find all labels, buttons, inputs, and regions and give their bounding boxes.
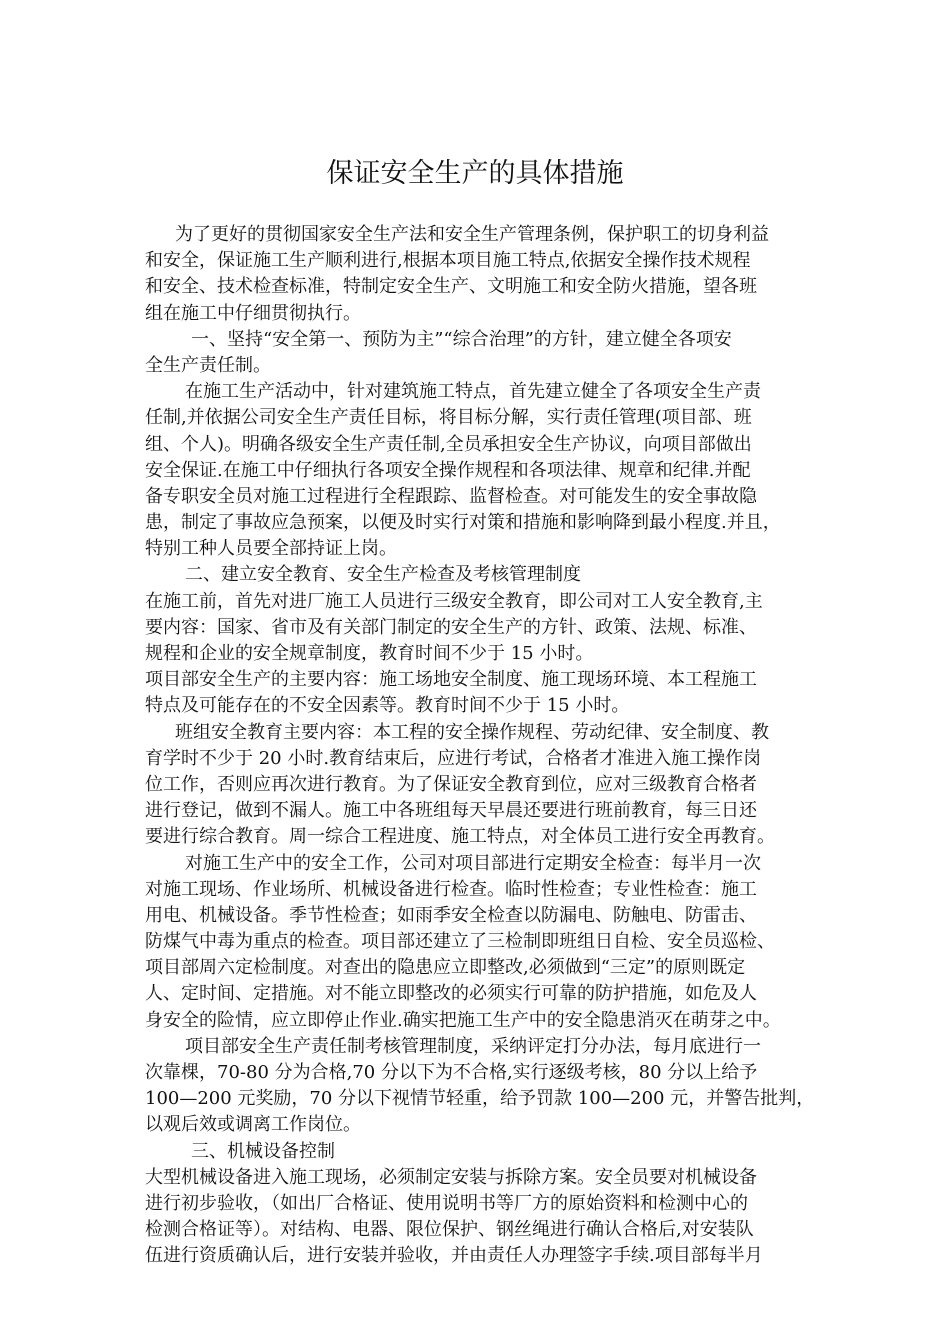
body-line: 育学时不少于 20 小时.教育结束后，应进行考试，合格者才准进入施工操作岗 [145, 747, 762, 769]
body-line: 项目部安全生产的主要内容：施工场地安全制度、施工现场环境、本工程施工 [145, 669, 757, 691]
body-line: 备专职安全员对施工过程进行全程跟踪、监督检查。对可能发生的安全事故隐 [145, 485, 757, 507]
body-line: 规程和企业的安全规章制度，教育时间不少于 15 小时。 [145, 643, 594, 664]
body-line: 二、建立安全教育、安全生产检查及考核管理制度 [185, 564, 581, 586]
body-line: 进行登记，做到不漏人。施工中各班组每天早晨还要进行班前教育，每三日还 [145, 800, 757, 822]
body-line: 身安全的险情，应立即停止作业.确实把施工生产中的安全隐患消灭在萌芽之中。 [145, 1009, 781, 1031]
body-line: 一、坚持“安全第一、预防为主”“综合治理”的方针，建立健全各项安 [191, 328, 732, 350]
body-line: 和安全，保证施工生产顺利进行,根据本项目施工特点,依据安全操作技术规程 [145, 250, 751, 272]
body-line: 防煤气中毒为重点的检查。项目部还建立了三检制即班组日自检、安全员巡检、 [145, 931, 775, 953]
body-line: 对施工生产中的安全工作，公司对项目部进行定期安全检查：每半月一次 [185, 852, 761, 874]
body-line: 大型机械设备进入施工现场，必须制定安装与拆除方案。安全员要对机械设备 [145, 1166, 757, 1188]
body-line: 三、机械设备控制 [191, 1140, 335, 1162]
body-line: 为了更好的贯彻国家安全生产法和安全生产管理条例，保护职工的切身利益 [175, 224, 769, 245]
body-line: 进行初步验收，（如出厂合格证、使用说明书等厂方的原始资料和检测中心的 [145, 1192, 748, 1214]
body-line: 全生产责任制。 [145, 354, 271, 376]
body-line: 人、定时间、定措施。对不能立即整改的必须实行可靠的防护措施，如危及人 [145, 983, 757, 1005]
body-line: 伍进行资质确认后，进行安装并验收，并由责任人办理签字手续.项目部每半月 [145, 1245, 763, 1267]
body-line: 班组安全教育主要内容：本工程的安全操作规程、劳动纪律、安全制度、教 [175, 721, 769, 743]
body-line: 任制,并依据公司安全生产责任目标，将目标分解，实行责任管理(项目部、班 [145, 407, 752, 429]
body-line: 特点及可能存在的不安全因素等。教育时间不少于 15 小时。 [145, 695, 630, 717]
body-line: 在施工前，首先对进厂施工人员进行三级安全教育，即公司对工人安全教育,主 [145, 590, 763, 612]
body-line: 特别工种人员要全部持证上岗。 [145, 538, 397, 560]
body-line: 对施工现场、作业场所、机械设备进行检查。临时性检查；专业性检查：施工 [145, 878, 757, 900]
body-line: 要内容：国家、省市及有关部门制定的安全生产的方针、政策、法规、标准、 [145, 616, 757, 638]
body-line: 和安全、技术检查标准，特制定安全生产、文明施工和安全防火措施，望各班 [145, 276, 757, 298]
body-line: 项目部安全生产责任制考核管理制度，采纳评定打分办法，每月底进行一 [185, 1035, 761, 1057]
body-line: 要进行综合教育。周一综合工程进度、施工特点，对全体员工进行安全再教育。 [145, 826, 775, 848]
body-line: 用电、机械设备。季节性检查；如雨季安全检查以防漏电、防触电、防雷击、 [145, 904, 757, 926]
body-line: 以观后效或调离工作岗位。 [145, 1114, 361, 1136]
body-line: 位工作，否则应再次进行教育。为了保证安全教育到位，应对三级教育合格者 [145, 773, 757, 795]
document-body [145, 222, 813, 1270]
body-line: 次靠棵，70-80 分为合格,70 分以下为不合格,实行逐级考核，80 分以上给予 [145, 1062, 758, 1083]
body-line: 100—200 元奖励，70 分以下视情节轻重，给予罚款 100—200 元，并警告批判， [145, 1088, 815, 1110]
body-line: 患，制定了事故应急预案，以便及时实行对策和措施和影响降到最小程度.并且， [145, 512, 781, 534]
body-line: 项目部周六定检制度。对查出的隐患应立即整改,必须做到“三定”的原则既定 [145, 957, 746, 979]
body-line: 组在施工中仔细贯彻执行。 [145, 302, 361, 324]
document-title: 保证安全生产的具体措施 [326, 158, 624, 189]
body-line: 在施工生产活动中，针对建筑施工特点，首先建立健全了各项安全生产责 [185, 381, 761, 403]
body-line: 检测合格证等）。对结构、电器、限位保护、钢丝绳进行确认合格后,对安装队 [145, 1219, 754, 1241]
body-line: 组、个人)。明确各级安全生产责任制,全员承担安全生产协议，向项目部做出 [145, 433, 752, 455]
body-line: 安全保证.在施工中仔细执行各项安全操作规程和各项法律、规章和纪律.并配 [145, 459, 751, 481]
